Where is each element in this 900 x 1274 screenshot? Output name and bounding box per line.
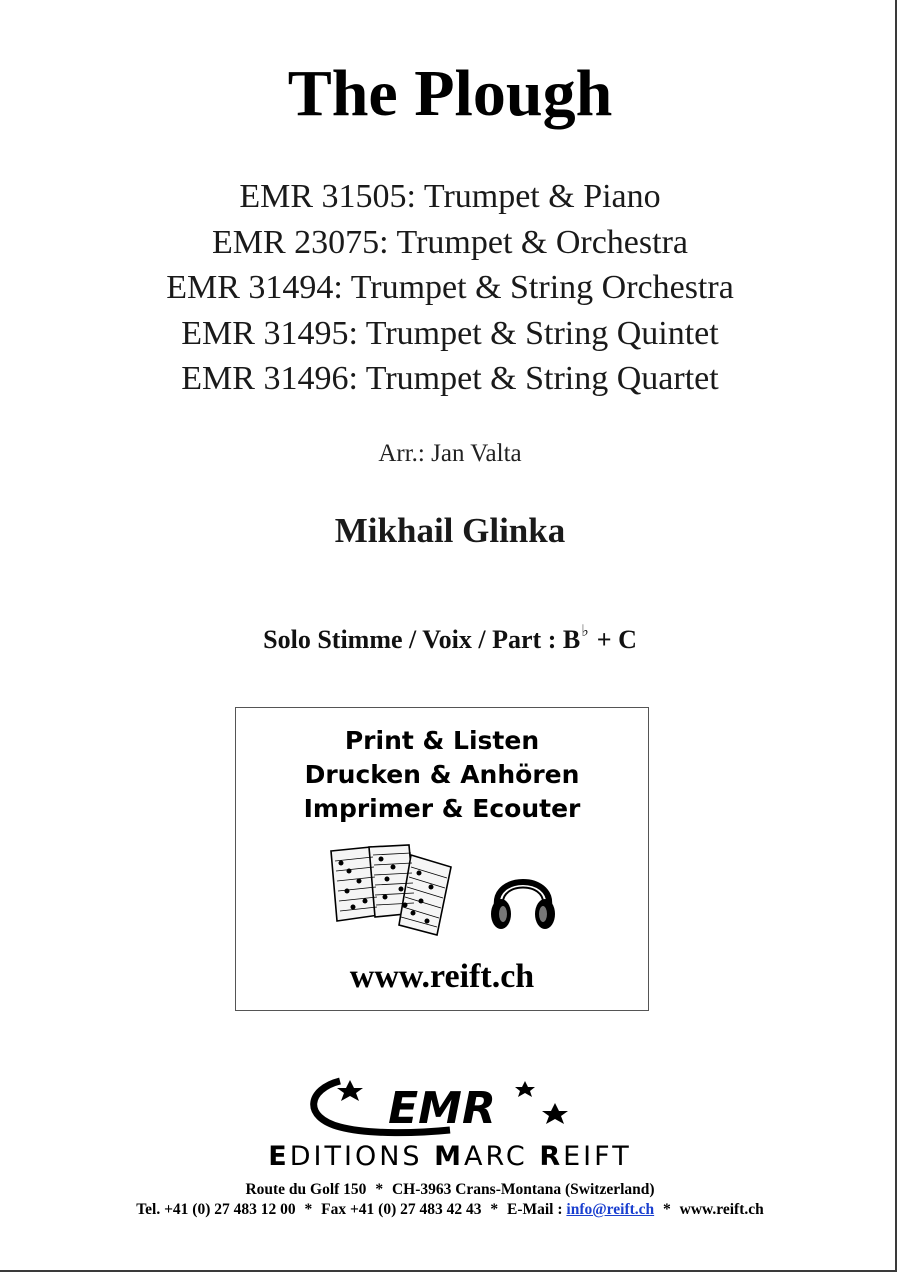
composer-name: Mikhail Glinka <box>334 511 566 550</box>
address-street: Route du Golf 150 <box>245 1181 367 1198</box>
emr-logo-text: EMR <box>388 1083 496 1134</box>
flat-symbol: ♭ <box>581 623 589 640</box>
promo-line: Imprimer & Ecouter <box>303 794 581 823</box>
publisher-word: DITIONS <box>289 1141 435 1172</box>
fax-number: Fax +41 (0) 27 483 42 43 <box>321 1201 482 1218</box>
part-label: Solo Stimme / Voix / Part : B <box>263 625 581 654</box>
publisher-initial: E <box>268 1141 290 1172</box>
page-title: The Plough <box>287 57 613 130</box>
edition-item: EMR 31496: Trumpet & String Quartet <box>181 360 719 397</box>
email-link[interactable]: info@reift.ch <box>566 1201 655 1218</box>
publisher-word: EIFT <box>563 1141 632 1172</box>
publisher-name <box>0 1139 900 1175</box>
headphones-icon <box>487 858 559 934</box>
part-designation <box>0 613 900 659</box>
publisher-initial: M <box>434 1141 464 1172</box>
publisher-address <box>0 1179 900 1201</box>
part-suffix: + C <box>596 625 637 654</box>
edition-item: EMR 31494: Trumpet & String Orchestra <box>166 269 734 306</box>
sheet-music-icon <box>327 841 455 941</box>
publisher-initial: R <box>539 1141 564 1172</box>
arranger-credit: Arr.: Jan Valta <box>378 440 522 467</box>
website-link[interactable]: www.reift.ch <box>679 1201 764 1218</box>
edition-item: EMR 23075: Trumpet & Orchestra <box>212 223 688 261</box>
promo-text <box>236 724 648 826</box>
publisher-word: ARC <box>464 1141 540 1172</box>
emr-logo <box>300 1075 575 1137</box>
separator: * <box>304 1201 313 1218</box>
print-listen-box <box>235 707 649 1011</box>
separator: * <box>375 1181 384 1198</box>
promo-line: Print & Listen <box>344 726 540 755</box>
separator: * <box>490 1201 499 1218</box>
separator: * <box>663 1201 671 1218</box>
email-label: E-Mail : <box>507 1201 563 1218</box>
promo-website[interactable]: www.reift.ch <box>349 958 535 995</box>
promo-line: Drucken & Anhören <box>304 760 580 789</box>
edition-item: EMR 31505: Trumpet & Piano <box>239 178 661 215</box>
edition-item: EMR 31495: Trumpet & String Quintet <box>181 314 719 352</box>
address-city: CH-3963 Crans-Montana (Switzerland) <box>391 1181 655 1198</box>
phone-number: Tel. +41 (0) 27 483 12 00 <box>136 1201 296 1218</box>
contact-line <box>0 1199 900 1221</box>
edition-list <box>0 174 900 402</box>
